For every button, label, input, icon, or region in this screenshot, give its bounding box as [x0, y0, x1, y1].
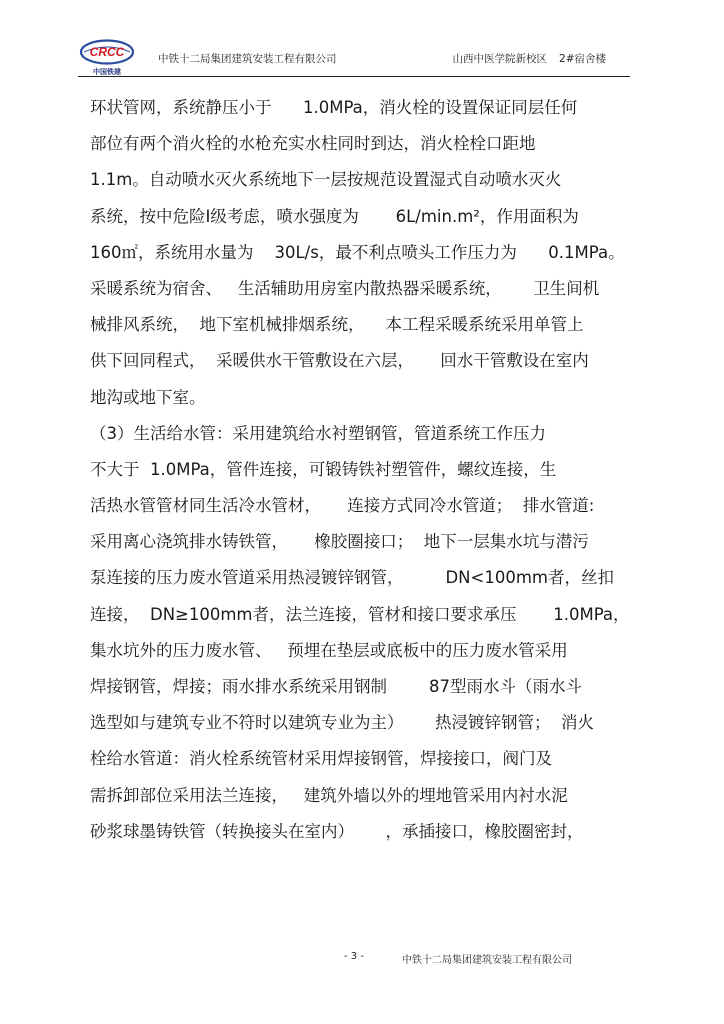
- text-line: 选型如与建筑专业不符时以建筑专业为主） 热浸镀锌钢管； 消火: [90, 713, 594, 733]
- crcc-logo: [78, 38, 136, 76]
- text-line: （3）生活给水管：采用建筑给水衬塑钢管，管道系统工作压力: [90, 423, 546, 443]
- text-line: 160㎡，系统用水量为 30L/s，最不利点喷头工作压力为 0.1MPa。: [90, 242, 625, 262]
- text-line: 1.1m。自动喷水灭火系统地下一层按规范设置湿式自动喷水灭火: [90, 170, 562, 190]
- text-line: 活热水管管材同生活冷水管材， 连接方式同冷水管道； 排水管道:: [90, 496, 595, 516]
- text-line: 部位有两个消火栓的水枪充实水柱同时到达，消火栓栓口距地: [90, 134, 536, 154]
- text-line: 不大于 1.0MPa，管件连接，可锻铸铁衬塑管件，螺纹连接，生: [90, 459, 557, 479]
- text-line: 械排风系统， 地下室机械排烟系统， 本工程采暖系统采用单管上: [90, 315, 584, 335]
- header-building: 2#宿舍楼: [559, 53, 606, 65]
- header-project: 山西中医学院新校区: [452, 53, 548, 65]
- text-line: 采暖系统为宿舍、 生活辅助用房室内散热器采暖系统， 卫生间机: [90, 278, 600, 298]
- text-line: 地沟或地下室。: [90, 387, 206, 407]
- text-line: 砂浆球墨铸铁管（转换接头在室内） ，承插接口，橡胶圈密封，: [90, 821, 584, 841]
- text-line: 采用离心浇筑排水铸铁管， 橡胶圈接口； 地下一层集水坑与潜污: [90, 532, 589, 552]
- text-line: 需拆卸部位采用法兰连接， 建筑外墙以外的埋地管采用内衬水泥: [90, 785, 568, 805]
- text-line: 供下回同程式， 采暖供水干管敷设在六层， 回水干管敷设在室内: [90, 351, 589, 371]
- text-line: 焊接钢管，焊接；雨水排水系统采用钢制 87型雨水斗（雨水斗: [90, 677, 582, 696]
- text-line: 栓给水管道：消火栓系统管材采用焊接钢管，焊接接口，阀门及: [90, 749, 552, 769]
- text-line: 环状管网，系统静压小于 1.0MPa，消火栓的设置保证同层任何: [90, 98, 578, 117]
- text-line: 连接， DN≥100mm者，法兰连接，管材和接口要求承压 1.0MPa，: [90, 604, 630, 624]
- text-line: 系统，按中危险Ⅰ级考虑，喷水强度为 6L/min.m²，作用面积为: [90, 206, 579, 226]
- logo-text: CRCC: [89, 45, 125, 59]
- page-header: [78, 38, 630, 77]
- footer-company: 中铁十二局集团建筑安装工程有限公司: [402, 955, 572, 966]
- header-company: 中铁十二局集团建筑安装工程有限公司: [158, 53, 337, 65]
- page-number: - 3 -: [344, 951, 364, 962]
- document-body: [90, 90, 650, 850]
- text-line: 泵连接的压力废水管道采用热浸镀锌钢管， DN<100mm者，丝扣: [90, 568, 614, 588]
- logo-subtext: 中国铁建: [93, 68, 121, 76]
- text-line: 集水坑外的压力废水管、 预埋在垫层或底板中的压力废水管采用: [90, 640, 568, 660]
- header-project-info: [453, 51, 606, 66]
